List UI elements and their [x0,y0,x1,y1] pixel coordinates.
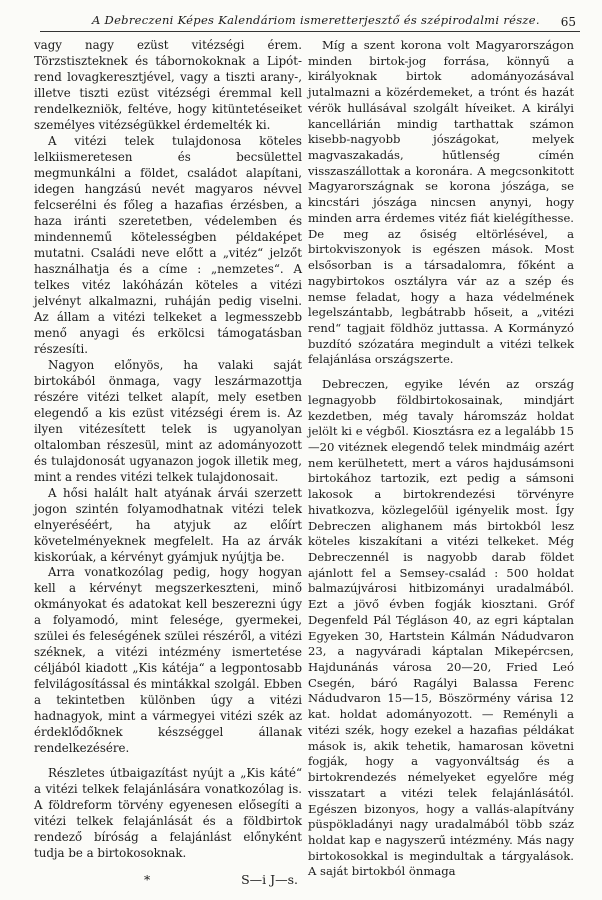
paragraph: Debreczen, egyike lévén az ország legnagyobb földbirtokosainak, mindjárt kezdetben, még tavaly háromszáz holdat jelölt ki e végből. Kiosztásra ez a legalább 15—20 vitéznek elegendő telek mindmáig azért nem kerülhetett, mert a város hajdusámsoni birtokához tartozik, ezt pedig a sámsoni lakosok a birtokrendezési törvényre hivatkozva, közlegelőül igényelik most. Így Debreczen alighanem más birtokból lesz köteles kiszakítani a vitézi telkeket. Még Debreczennél is nagyobb darab földet ajánlott fel a Semsey-család : 500 holdat balmazújvárosi hitbizományi uradalmából. Ezt a jövő évben fogják kiosztani. Gróf Degenfeld Pál Tégláson 40, az egri káptalan Egyeken 30, Hartstein Kálmán Nádudvaron 23, a nagyváradi káptalan Mikepércsen, Hajdunánás városa 20—20, Fried Leó Csegén, báró Ragályi Balassa Ferenc Nádudvaron 15—15, Böszörmény várisa 12 kat. holdat adományozott. — Reményli a vitézi szék, hogy ezekel a hazafias példákat mások is, akik tehetik, hamarosan követni fogják, hogy a vagyonváltság és a birtokrendezés némelyeket egyelőre még visszatart a vitézi telek felajánlásától. Egészen bizonyos, hogy a vallás-alapítvány püspökladányi nagy uradalmából több száz holdat kap e nagyszerű intézmény. Más nagy birtokosokkal is megindultak a tárgyalások. A saját birtokból önmaga [308,377,574,879]
paragraph: vagy nagy ezüst vitézségi érem. Törzstiszteknek és tábornokoknak a Lipót-rend lovagkeresztjével, vagy a tiszti arany-, illetve tiszti ezüst vitézségi éremmal kell rendelkezniök, feltéve, hogy kitüntetéseiket személyes vitézségükkel érdemelték ki. [34,38,302,132]
running-header [40,9,580,32]
author-signature: S—i J—s. [241,872,298,888]
page-number: 65 [560,15,576,29]
paragraph: Arra vonatkozólag pedig, hogy hogyan kell a kérvényt megszerkeszteni, minő okmányokat és adatokat kell beszerezni úgy a folyamodó, mint felesége, gyermekei, szülei és feleségének szülei részéről, a vitézi széknek, a vitézi intézmény ismertetése céljából kiadott „Kis kátéja“ a legpontosabb felvilágosítással és mintákkal szolgál. Ebben a tekintetben különben úgy a vitézi hadnagyok, mint a vármegyei vitézi szék az érdeklődőknek készséggel állanak rendelkezésére. [34,565,302,756]
paragraph: Nagyon előnyös, ha valaki saját birtokából önmaga, vagy leszármazottja részére vitézi telket alapít, mely esetben elegendő a kis ezüst vitézségi érem is. Az ilyen vitézesített telek is ugyanolyan oltalomban részesül, mint az adományozott és tulajdonosát ugyanazon jogok illetik meg, mint a rendes vitézi telkek tulajdonosait. [34,357,302,484]
signature-line [34,872,302,890]
paragraph: Részletes útbaigazítást nyújt a „Kis káté“ a vitézi telkek felajánlására vonatkozólag is. A földreform törvény egyenesen elősegíti a vitézi telkek felajánlását és a földbirtok rendező bíróság a felajánlást előnyként tudja be a birtokosoknak. [34,766,302,861]
right-column [308,38,574,880]
paragraph: A hősi halált halt atyának árvái szerzett jogon szintén folyamodhatnak vitézi telek elnyeréséért, ha atyjuk az előírt követelményeknek megfelelt. Ha az árvák kiskorúak, a kérvényt gyámjuk nyújtja be. [34,485,302,564]
paragraph: A vitézi telek tulajdonosa köteles lelkiismeretesen és becsülettel megmunkálni a földet, családot alapítani, idegen hangzású nevét magyaros névvel felcserélni és főleg a hazafias érzésben, a haza iránti szeretetben, védelemben és mindennemű kötelességben példaképet mutatni. Családi neve előtt a „vitéz“ jelzőt használhatja és a címe : „nemzetes“. A telkes vitéz lakóházán köteles a vitézi jelvényt alkalmazni, ruháján pedig viselni. Az állam a vitézi telkeket a legmesszebb menő anyagi és erkölcsi támogatásban részesíti. [34,133,302,356]
header-title: A Debreczeni Képes Kalendáriom ismeretterjesztő és szépirodalmi része. [92,13,540,27]
signature-star: * [144,872,151,888]
left-column [34,38,302,890]
paragraph: Míg a szent korona volt Magyarországon minden birtok-jog forrása, könnyű a királyoknak birtok adományozásával jutalmazni a közérdemeket, a trónt és hazát vérök hullásával szolgált híveiket. A királyi kancellárián mindig tarthattak számon kisebb-nagyobb jószágokat, melyek magvaszakadás, hűtlenség címén visszaszállottak a koronára. A megcsonkitott Magyarországnak se korona jószága, se kincstári jószága nincsen anynyi, hogy minden arra érdemes vitéz fiát kielégíthesse. De meg az ősiség eltörlésével, a birtokviszonyok is egészen mások. Most elsősorban is a társadalomra, főként a nagybirtokos osztályra vár az a szép és nemse feladat, hogy a haza védelmének legelszántabb, legbátrabb hőseit, a „vitézi rend“ tagjait földhöz juttassa. A Kormányzó buzdító szózatára megindult a vitézi telkek felajánlása országszerte. [308,38,574,367]
